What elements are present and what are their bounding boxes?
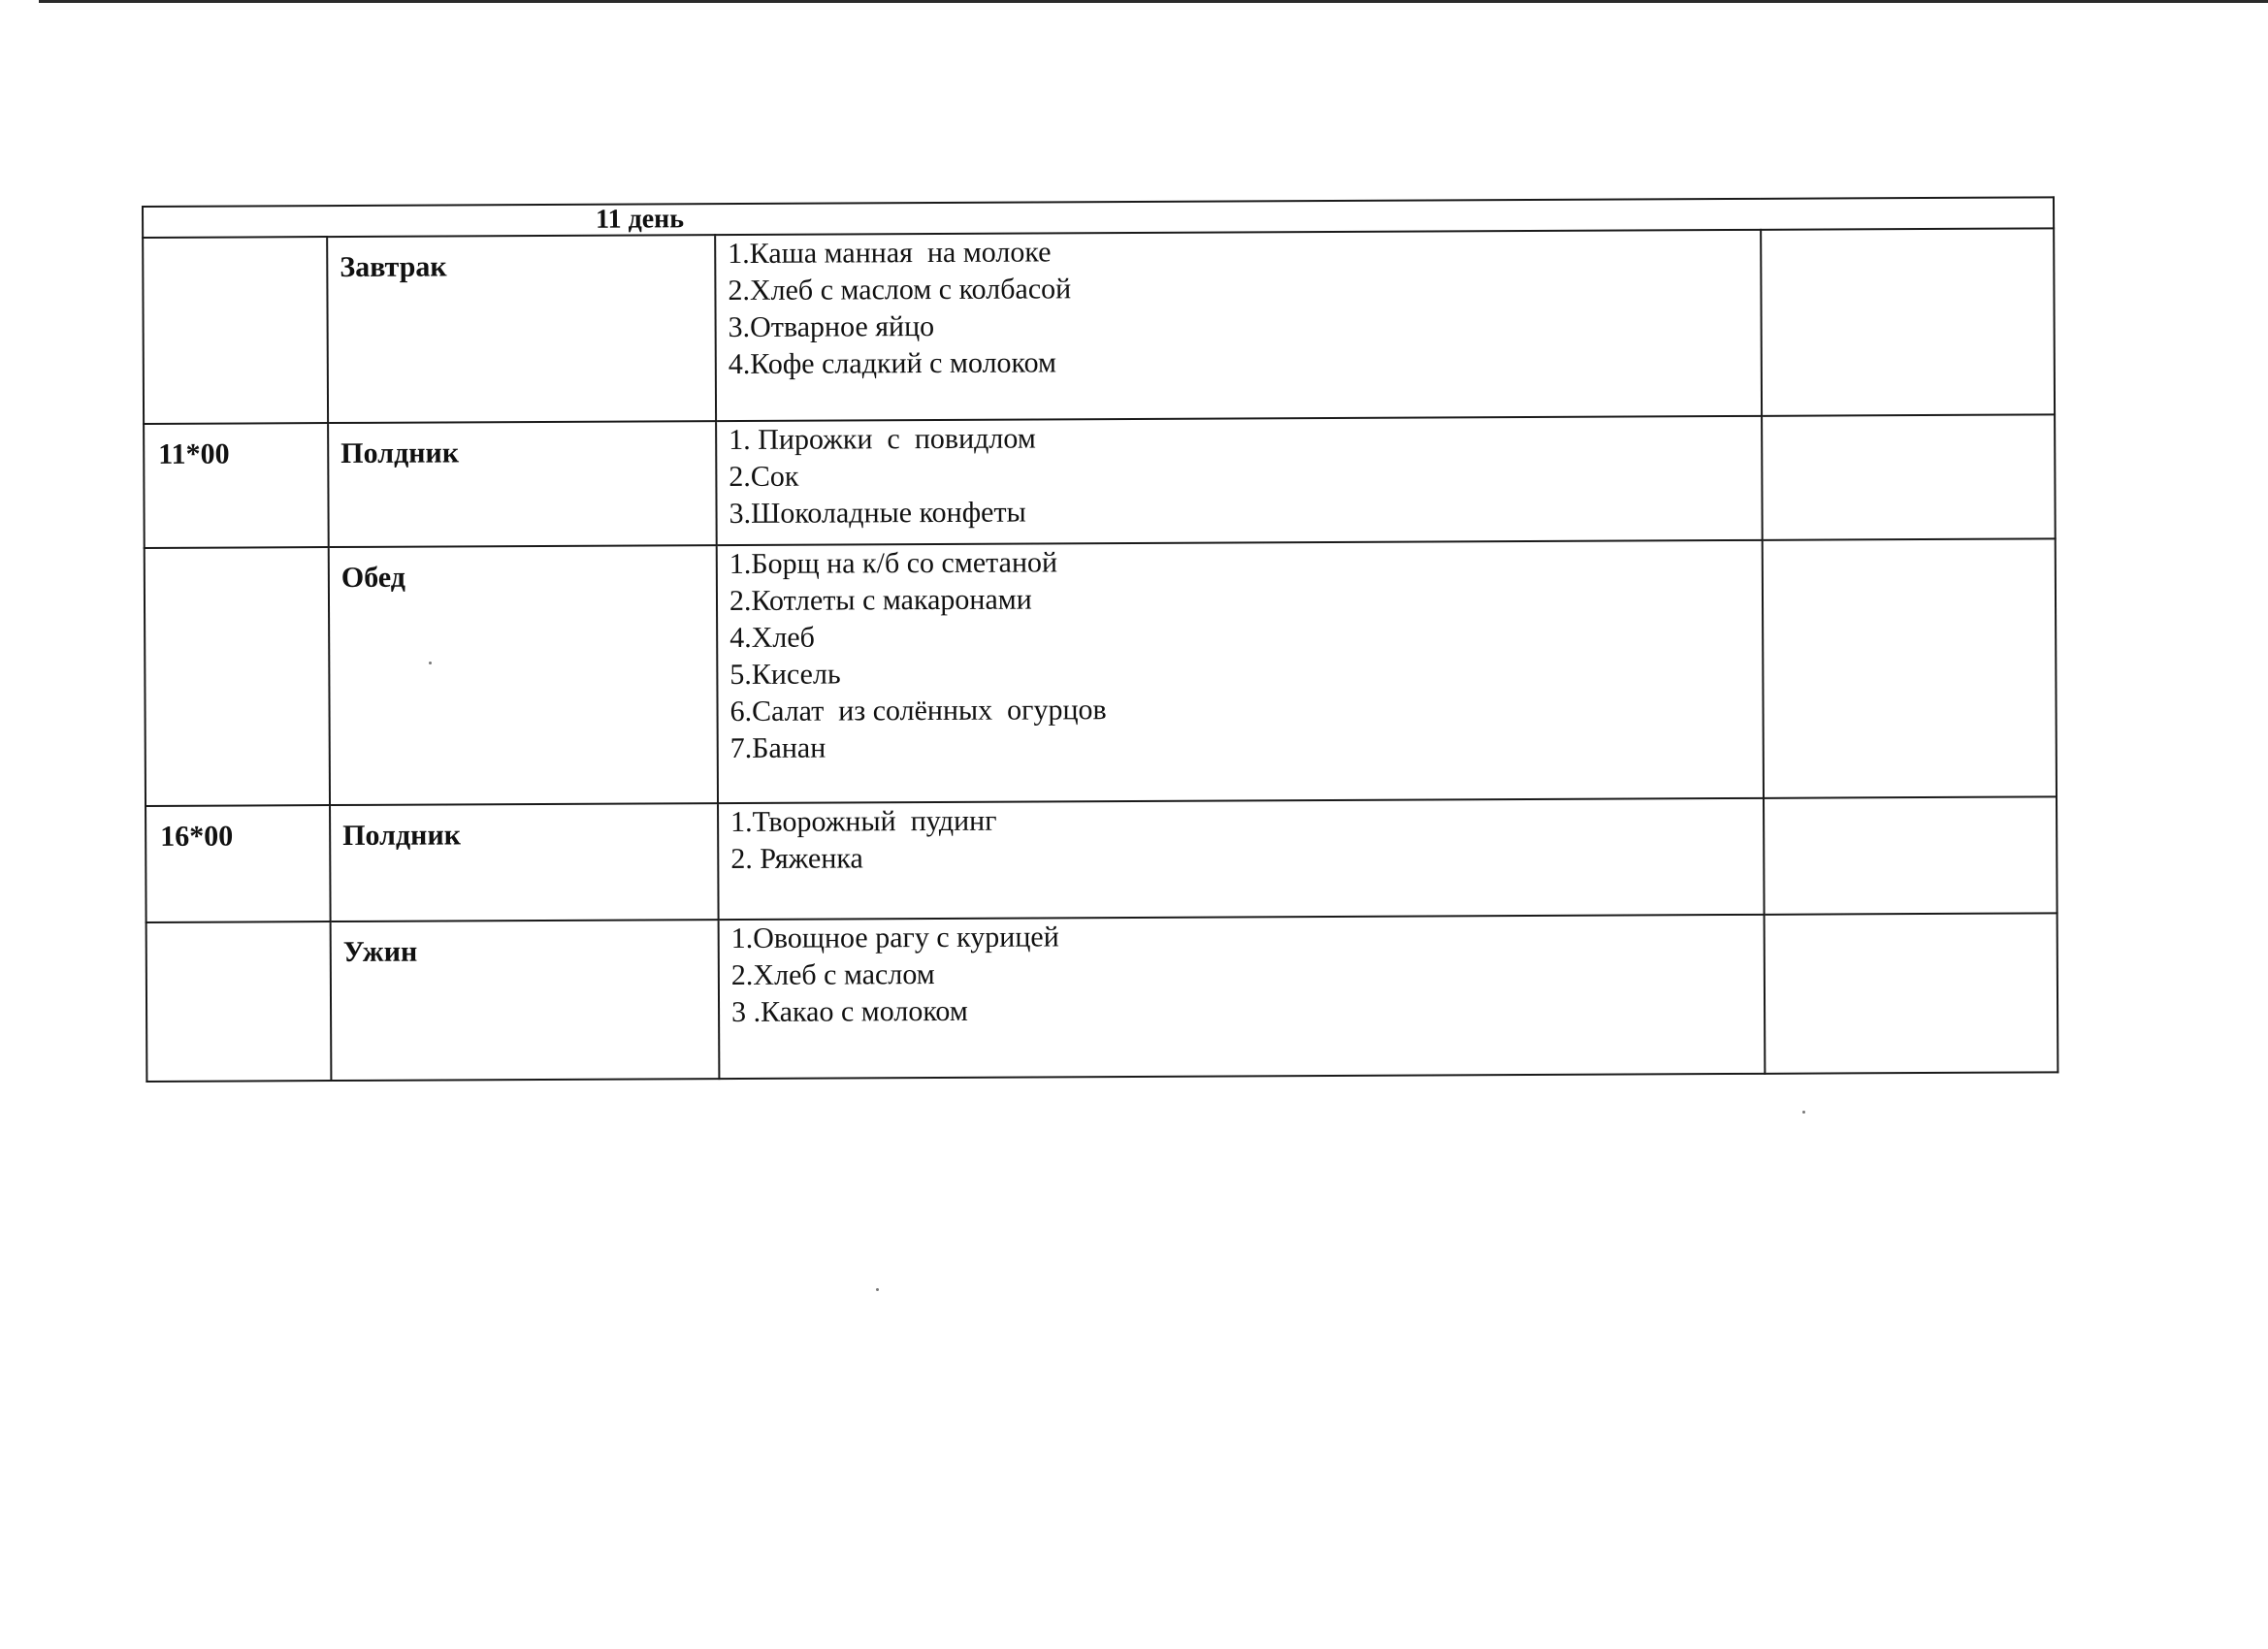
dish-item: 2.Сок [729,460,799,494]
dish-list [718,798,1765,920]
meal-row-dinner [146,913,2058,1082]
dish-item: 1.Творожный пудинг [730,804,997,839]
dish-item: 5.Кисель [729,658,841,692]
dish-item: 1.Борщ на к/б со сметаной [729,546,1058,581]
meal-row-lunch [145,538,2057,806]
dish-item: 2.Хлеб с маслом с колбасой [728,273,1072,307]
dish-item: 1.Каша манная на молоке [728,236,1052,271]
scan-speck [876,1288,879,1291]
dish-item: 2. Ряженка [730,842,863,876]
time-cell [145,547,330,806]
dish-item: 4.Кофе сладкий с молоком [728,346,1057,381]
notes-cell [1762,414,2056,539]
scan-speck [1802,1111,1805,1114]
time-cell: 16*00 [146,805,331,922]
dish-item: 3.Отварное яйцо [728,310,935,344]
meal-name: Завтрак [327,235,716,423]
meal-name: Полдник [328,421,717,547]
dish-item: 2.Хлеб с маслом [730,958,935,992]
day-title: 11 день [595,204,685,235]
dish-item: 2.Котлеты с макаронами [729,583,1032,618]
dish-item: 1. Пирожки с повидлом [729,422,1036,457]
dish-item: 7.Банан [729,731,826,765]
notes-cell [1761,228,2055,415]
dish-item: 1.Овощное рагу с курицей [730,921,1059,955]
dish-item: 4.Хлеб [729,621,815,655]
dish-item: 6.Салат из солённых огурцов [729,694,1107,728]
time-cell: 11*00 [144,423,329,548]
dish-list [717,540,1764,803]
time-cell [143,237,328,424]
meal-name: Обед [329,545,718,805]
meal-name: Полдник [330,803,719,922]
dish-list [719,915,1766,1079]
menu-table [142,196,2058,1083]
time-cell [146,922,332,1082]
notes-cell [1765,913,2058,1073]
meal-row-snack-afternoon [146,796,2057,922]
dish-list [716,416,1763,545]
scan-top-edge [39,0,2268,3]
notes-cell [1764,796,2057,914]
meal-name: Ужин [331,920,720,1081]
notes-cell [1763,538,2057,797]
dish-item: 3.Шоколадные конфеты [729,496,1026,531]
scan-speck [429,662,432,664]
meal-row-breakfast [143,228,2055,424]
dish-list [715,230,1762,421]
meal-row-snack-morning [144,414,2056,548]
dish-item: 3 .Какао с молоком [730,994,968,1029]
